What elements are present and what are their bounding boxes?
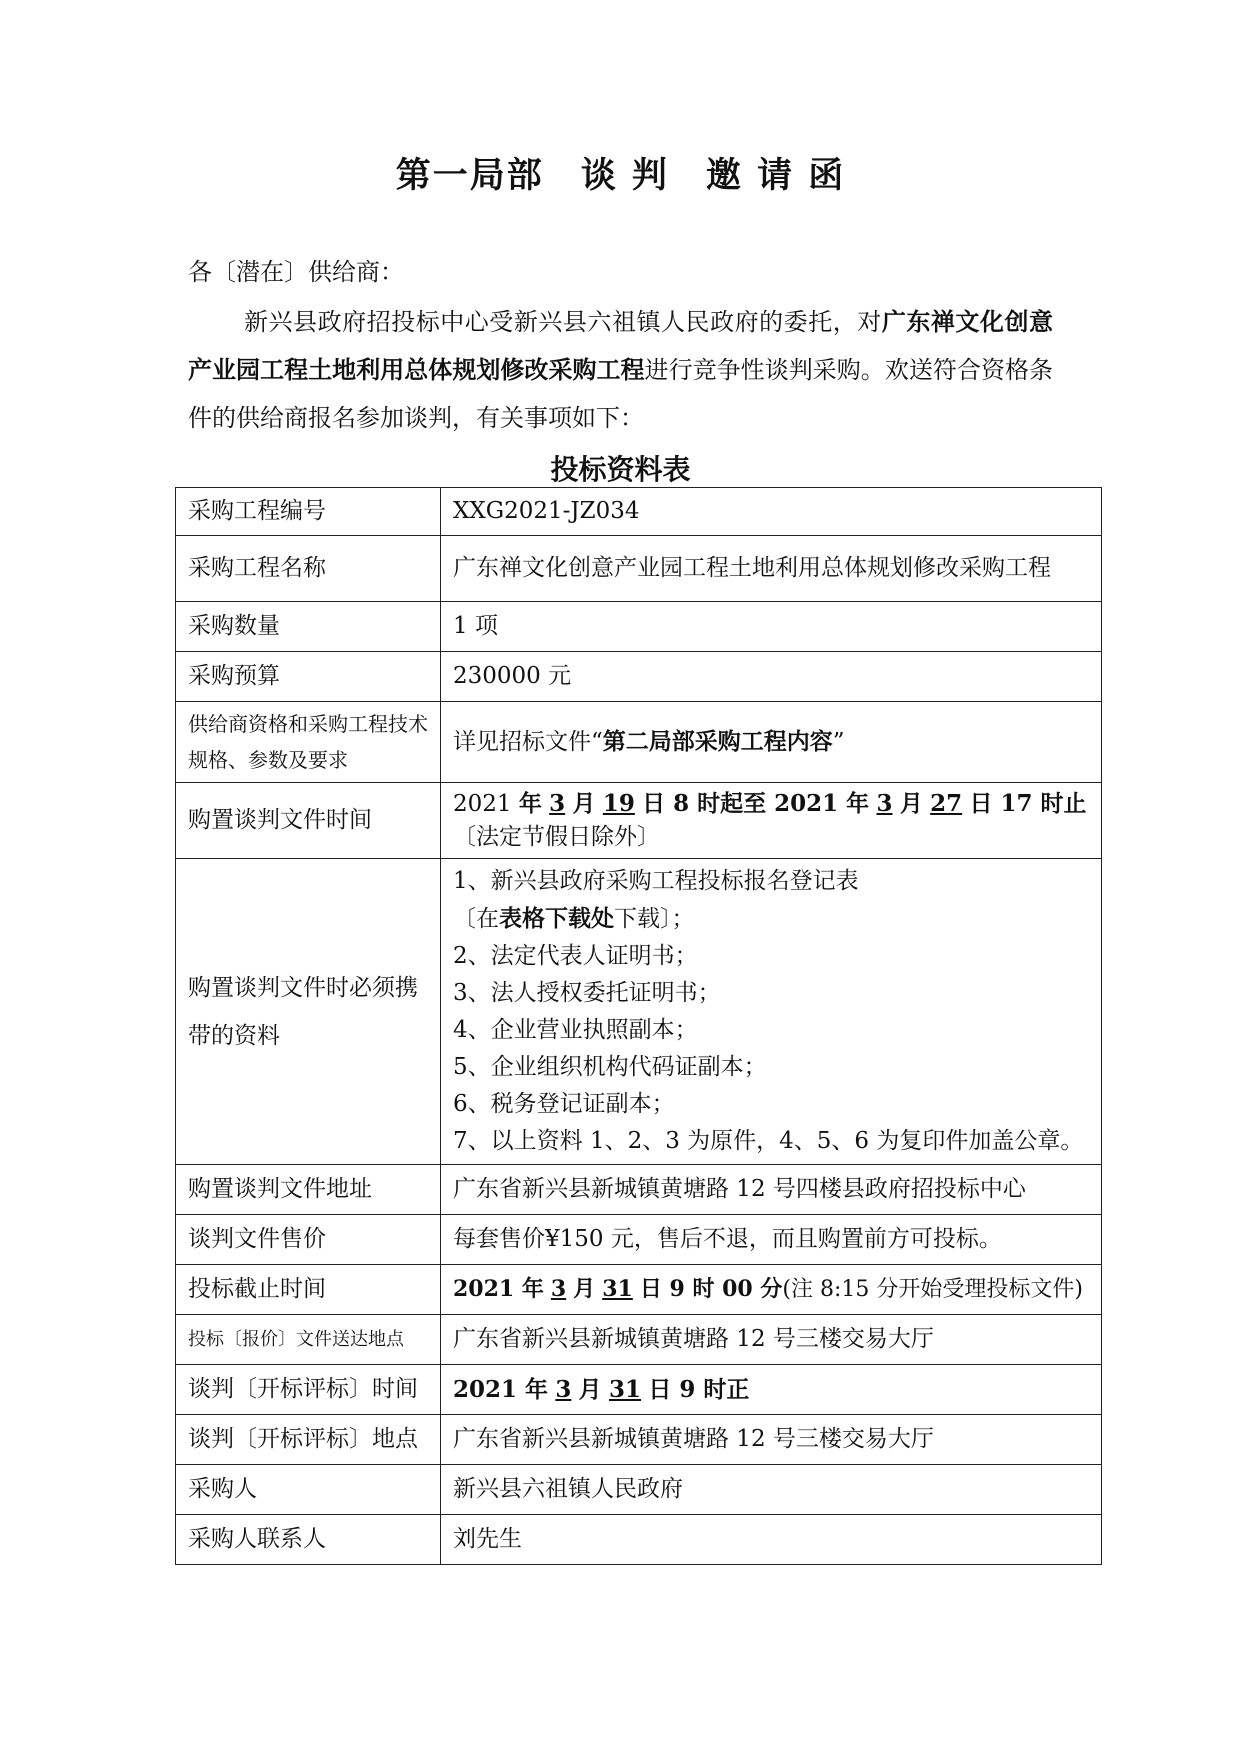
table-row — [176, 1315, 1102, 1365]
project-name-bold: 广东禅文化创意产业园工程土地利用总体规划修改采购工程 — [188, 307, 1053, 384]
month-value: 3 — [549, 790, 566, 817]
row-value: 刘先生 — [441, 1515, 1102, 1565]
row-value: 广东省新兴县新城镇黄塘路 12 号三楼交易大厅 — [441, 1415, 1102, 1465]
year-text: 2021 — [453, 791, 512, 817]
table-row — [176, 783, 1102, 859]
table-row — [176, 859, 1102, 1165]
deadline-note: (注 8:15 分开始受理投标文件) — [782, 1277, 1083, 1302]
row-label: 购置谈判文件时必须携带的资料 — [176, 859, 441, 1165]
row-label: 谈判〔开标评标〕时间 — [176, 1365, 441, 1415]
day-value: 31 — [608, 1375, 641, 1403]
row-label: 供给商资格和采购工程技术规格、参数及要求 — [176, 702, 441, 783]
row-value: 广东省新兴县新城镇黄塘路 12 号四楼县政府招投标中心 — [441, 1165, 1102, 1215]
download-location: 表格下载处 — [499, 905, 614, 932]
page-title: 第一局部 谈 判 邀 请 函 — [395, 155, 846, 196]
month-value: 3 — [876, 790, 893, 817]
table-row — [176, 1515, 1102, 1565]
year-text: 2021 年 — [453, 1276, 544, 1302]
month-value: 3 — [555, 1375, 572, 1403]
list-item: 6、税务登记证副本； — [453, 1091, 675, 1117]
row-value — [441, 702, 1102, 783]
table-title: 投标资料表 — [550, 453, 691, 486]
row-label: 投标〔报价〕文件送达地点 — [176, 1315, 441, 1365]
row-label: 采购工程名称 — [176, 536, 441, 602]
table-row — [176, 1265, 1102, 1315]
table-row — [176, 1165, 1102, 1215]
time-range-text: 日 8 时起至 2021 年 — [642, 790, 870, 817]
table-row — [176, 1465, 1102, 1515]
end-time-text: 日 17 时止 — [969, 790, 1087, 817]
row-label: 采购预算 — [176, 652, 441, 702]
month-unit: 月 — [578, 1375, 602, 1403]
row-value: 新兴县六祖镇人民政府 — [441, 1465, 1102, 1515]
row-value: 1 项 — [441, 602, 1102, 652]
row-label: 采购数量 — [176, 602, 441, 652]
list-item: 7、以上资料 1、2、3 为原件，4、5、6 为复印件加盖公章。 — [453, 1128, 1084, 1154]
row-label: 购置谈判文件地址 — [176, 1165, 441, 1215]
row-label: 采购工程编号 — [176, 488, 441, 536]
row-value: 230000 元 — [441, 652, 1102, 702]
row-value: XXG2021-JZ034 — [441, 488, 1102, 536]
deadline-time: 日 9 时 00 分 — [639, 1276, 783, 1302]
holiday-note: 〔法定节假日除外〕 — [453, 824, 660, 850]
month-value: 3 — [550, 1276, 567, 1302]
month-unit: 月 — [899, 790, 923, 817]
table-row — [176, 702, 1102, 783]
table-row — [176, 652, 1102, 702]
month-unit: 月 — [573, 1276, 596, 1302]
row-label: 谈判〔开标评标〕地点 — [176, 1415, 441, 1465]
table-row — [176, 1415, 1102, 1465]
row-label: 采购人 — [176, 1465, 441, 1515]
year-text: 2021 年 — [453, 1375, 549, 1403]
row-value: 广东省新兴县新城镇黄塘路 12 号三楼交易大厅 — [441, 1315, 1102, 1365]
month-unit: 月 — [572, 790, 596, 817]
value-prefix: 详见招标文件“ — [453, 729, 603, 755]
table-row — [176, 536, 1102, 602]
table-row — [176, 1365, 1102, 1415]
row-label: 采购人联系人 — [176, 1515, 441, 1565]
intro-paragraph — [188, 298, 1053, 442]
list-item — [453, 900, 1089, 938]
row-value: 广东禅文化创意产业园工程土地利用总体规划修改采购工程 — [441, 536, 1102, 602]
list-item: 3、法人授权委托证明书； — [453, 980, 721, 1006]
row-value — [441, 783, 1102, 859]
day-value: 19 — [602, 790, 635, 817]
year-unit: 年 — [518, 790, 542, 817]
row-value — [441, 1265, 1102, 1315]
intro-text-1: 新兴县政府招投标中心受新兴县六祖镇人民政府的委托，对 — [244, 308, 882, 336]
table-row — [176, 1215, 1102, 1265]
list-item: 4、企业营业执照副本； — [453, 1017, 698, 1043]
list-item: 1、新兴县政府采购工程投标报名登记表 — [453, 868, 859, 894]
row-label: 谈判文件售价 — [176, 1215, 441, 1265]
table-row — [176, 602, 1102, 652]
salutation: 各〔潜在〕供给商： — [188, 258, 404, 286]
list-item-prefix: 〔在 — [453, 906, 499, 932]
list-item: 5、企业组织机构代码证副本； — [453, 1054, 767, 1080]
row-label: 购置谈判文件时间 — [176, 783, 441, 859]
row-value: 每套售价¥150 元，售后不退，而且购置前方可投标。 — [441, 1215, 1102, 1265]
value-bold: 第二局部采购工程内容 — [602, 728, 833, 755]
list-item-suffix: 下载〕； — [614, 906, 695, 932]
list-item: 2、法定代表人证明书； — [453, 943, 698, 969]
day-value: 31 — [602, 1276, 633, 1302]
materials-list — [441, 859, 1102, 1165]
row-label: 投标截止时间 — [176, 1265, 441, 1315]
opening-time: 日 9 时正 — [648, 1375, 750, 1403]
intro-text-2: 进行竞争性谈判采购。欢送符合资格条件的供给商报名参加谈判，有关事项如下： — [188, 356, 1054, 432]
row-value — [441, 1365, 1102, 1415]
day-value: 27 — [930, 790, 963, 817]
value-suffix: ” — [832, 729, 845, 755]
table-row — [176, 488, 1102, 536]
bid-info-table — [175, 487, 1102, 1565]
